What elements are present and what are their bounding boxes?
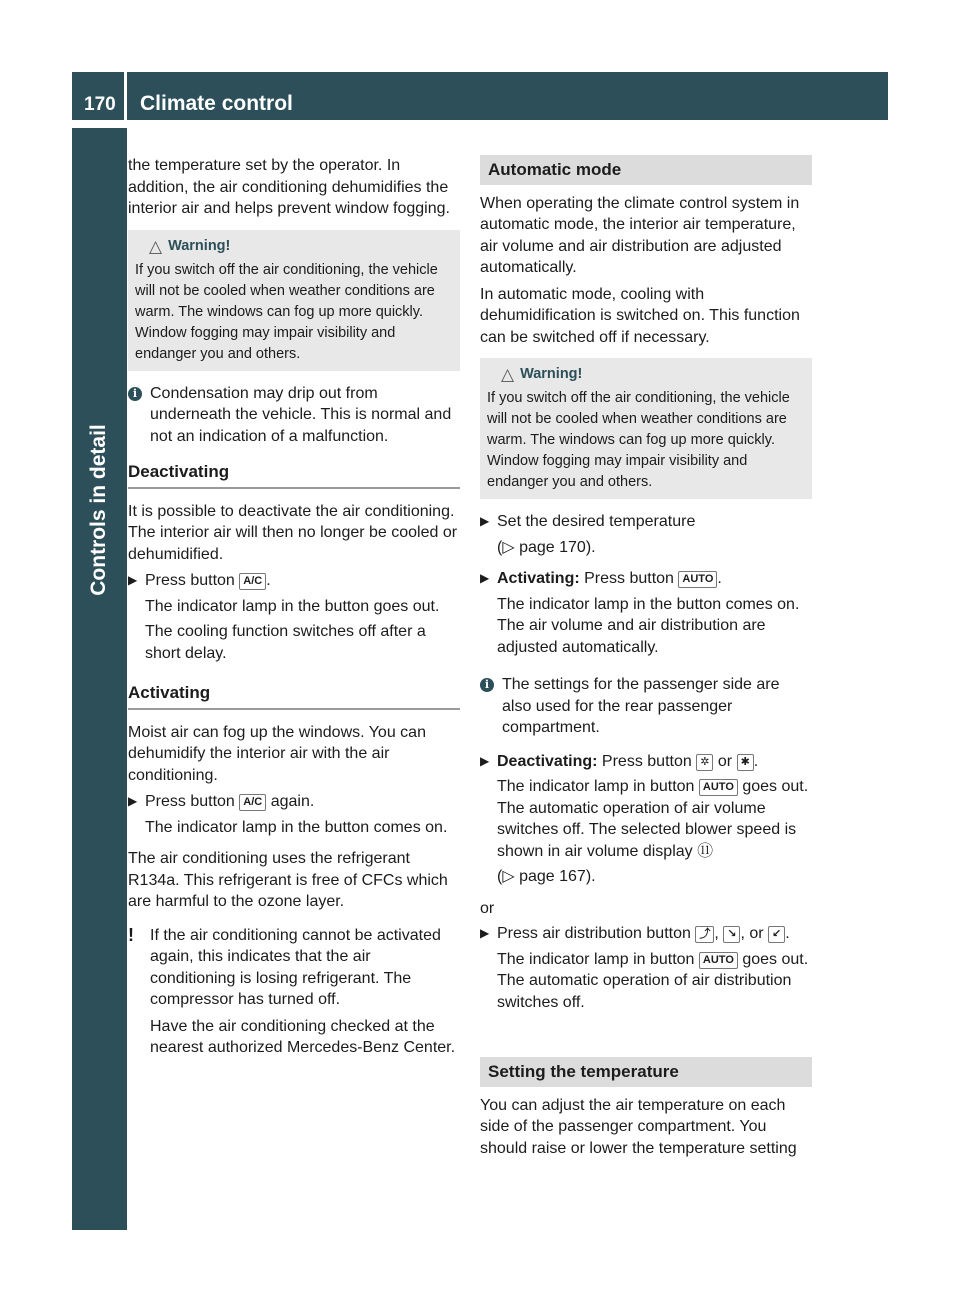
section-heading-activating: Activating	[128, 682, 460, 710]
info-note	[128, 383, 460, 448]
section-heading-setting-temperature: Setting the temperature	[480, 1057, 812, 1087]
ac-button-icon: A/C	[239, 794, 266, 811]
or-text: or	[480, 899, 495, 917]
step-text: Press button	[601, 752, 692, 770]
step-result: The indicator lamp in the button comes on.	[145, 818, 448, 836]
display-reference: ⑪	[697, 842, 714, 860]
auto-button-icon: AUTO	[699, 952, 738, 969]
warning-text: If you switch off the air conditioning, the vehicle will not be cooled when weather conditions are warm. The windows can fog up more quickly. Window fogging may impair visibility and endanger you and others.	[135, 261, 438, 362]
caution-text: If the air conditioning cannot be activated again, this indicates that the air conditioning is losing refrigerant. The compressor has turned off.	[150, 926, 441, 1008]
info-icon: i	[480, 678, 494, 692]
step-arrow-icon: ▶	[480, 571, 490, 585]
page-reference: (▷ page 170).	[497, 538, 596, 556]
info-text: Condensation may drip out from underneath the vehicle. This is normal and not an indication of a malfunction.	[150, 384, 452, 445]
warning-title	[501, 364, 804, 385]
side-tab	[72, 128, 127, 1230]
temperature-paragraph: You can adjust the air temperature on each side of the passenger compartment. You should raise or lower the temperature setting	[480, 1096, 797, 1157]
step-text: Set the desired temperature	[497, 513, 696, 530]
step-result: The indicator lamp in the button comes on. The air volume and air distribution are adjusted automatically.	[497, 595, 800, 656]
step-result: The indicator lamp in the button goes out.	[145, 597, 440, 615]
fan-high-button-icon: ✱	[737, 754, 754, 771]
step-arrow-icon: ▶	[128, 794, 138, 808]
step-arrow-icon: ▶	[480, 753, 490, 768]
right-column	[480, 155, 812, 1164]
step-label: Deactivating:	[497, 752, 598, 770]
intro-paragraph: the temperature set by the operator. In addition, the air conditioning dehumidifies the interior air and helps prevent window fogging.	[128, 157, 450, 217]
page-number: 170	[84, 94, 116, 115]
windshield-distribution-button-icon: ⤴	[695, 926, 714, 943]
step-arrow-icon: ▶	[480, 514, 490, 528]
step: ▶ Activating: Press button AUTO . The indicator lamp in the button comes on. The air volume and air distribution are adjusted automatically.	[480, 568, 812, 662]
step-result: The indicator lamp in button AUTO goes out. The automatic operation of air volume switches off. The selected blower speed is shown in air volume display ⑪	[497, 778, 809, 860]
caution-note	[128, 925, 460, 1064]
step-label: Activating:	[497, 570, 580, 587]
page-reference: (▷ page 167).	[497, 868, 596, 885]
step-arrow-icon: ▶	[480, 926, 490, 940]
step	[128, 570, 460, 668]
deactivating-text: It is possible to deactivate the air conditioning. The interior air will then no longer be cooled or dehumidified.	[128, 502, 458, 563]
warning-box	[480, 358, 812, 499]
step-text: Press button	[145, 572, 235, 589]
ac-button-icon: A/C	[239, 573, 266, 590]
info-icon: i	[128, 387, 142, 401]
info-text: The settings for the passenger side are also used for the rear passenger compartment.	[502, 676, 780, 736]
auto-paragraph: In automatic mode, cooling with dehumidification is switched on. This function can be switched off if necessary.	[480, 285, 800, 346]
center-distribution-button-icon: ↘	[723, 926, 740, 943]
warning-text: If you switch off the air conditioning, the vehicle will not be cooled when weather conditions are warm. The windows can fog up more quickly. Window fogging may impair visibility and endanger you and others.	[487, 390, 790, 490]
step-suffix: .	[266, 572, 271, 589]
section-heading-automatic-mode: Automatic mode	[480, 155, 812, 185]
step-text: Press button	[145, 793, 235, 810]
warning-title-text: Warning!	[520, 366, 583, 382]
step-result: The indicator lamp in button AUTO goes out. The automatic operation of air distribution switches off.	[497, 950, 809, 1011]
info-note	[480, 674, 812, 739]
caution-icon: !	[128, 924, 134, 945]
activating-text: Moist air can fog up the windows. You can dehumidify the interior air with the air conditioning.	[128, 723, 426, 784]
side-tab-label: Controls in detail	[87, 424, 110, 596]
step-text: Press button	[584, 570, 674, 587]
footwell-distribution-button-icon: ↙	[768, 926, 785, 943]
refrigerant-text: The air conditioning uses the refrigerant R134a. This refrigerant is free of CFCs which are harmful to the ozone layer.	[128, 850, 448, 910]
auto-button-icon: AUTO	[678, 571, 717, 588]
caution-text: Have the air conditioning checked at the nearest authorized Mercedes-Benz Center.	[150, 1017, 456, 1056]
step-text: Press air distribution button	[497, 925, 691, 942]
warning-title-text: Warning!	[168, 237, 231, 254]
warning-triangle-icon: △	[501, 365, 515, 384]
section-heading-deactivating: Deactivating	[128, 461, 460, 489]
step-result: The cooling function switches off after a short delay.	[145, 623, 426, 662]
auto-paragraph: When operating the climate control system in automatic mode, the interior air temperature, air volume and air distribution are adjusted automatically.	[480, 194, 800, 276]
warning-triangle-icon: △	[149, 236, 163, 256]
warning-title	[149, 236, 452, 257]
left-column	[128, 155, 460, 1076]
step	[480, 511, 812, 562]
warning-box	[128, 230, 460, 371]
header-divider	[124, 72, 127, 120]
step: ▶ Press air distribution button ⤴ , ↘ , or ↙ . The indicator lamp in button AUTO goes out. The automatic operation of air distribution switches off.	[480, 923, 812, 1017]
step-arrow-icon: ▶	[128, 573, 138, 587]
step	[128, 791, 460, 842]
step-suffix: again.	[270, 793, 315, 810]
auto-button-icon: AUTO	[699, 779, 738, 796]
fan-low-button-icon: ✲	[696, 754, 713, 771]
step: ▶ Deactivating: Press button ✲ or ✱ . The indicator lamp in button AUTO goes out. The automatic operation of air volume switches off. The selected blower speed is shown in air volume display ⑪ (▷ page 167).	[480, 751, 812, 892]
page-title: Climate control	[140, 92, 293, 115]
